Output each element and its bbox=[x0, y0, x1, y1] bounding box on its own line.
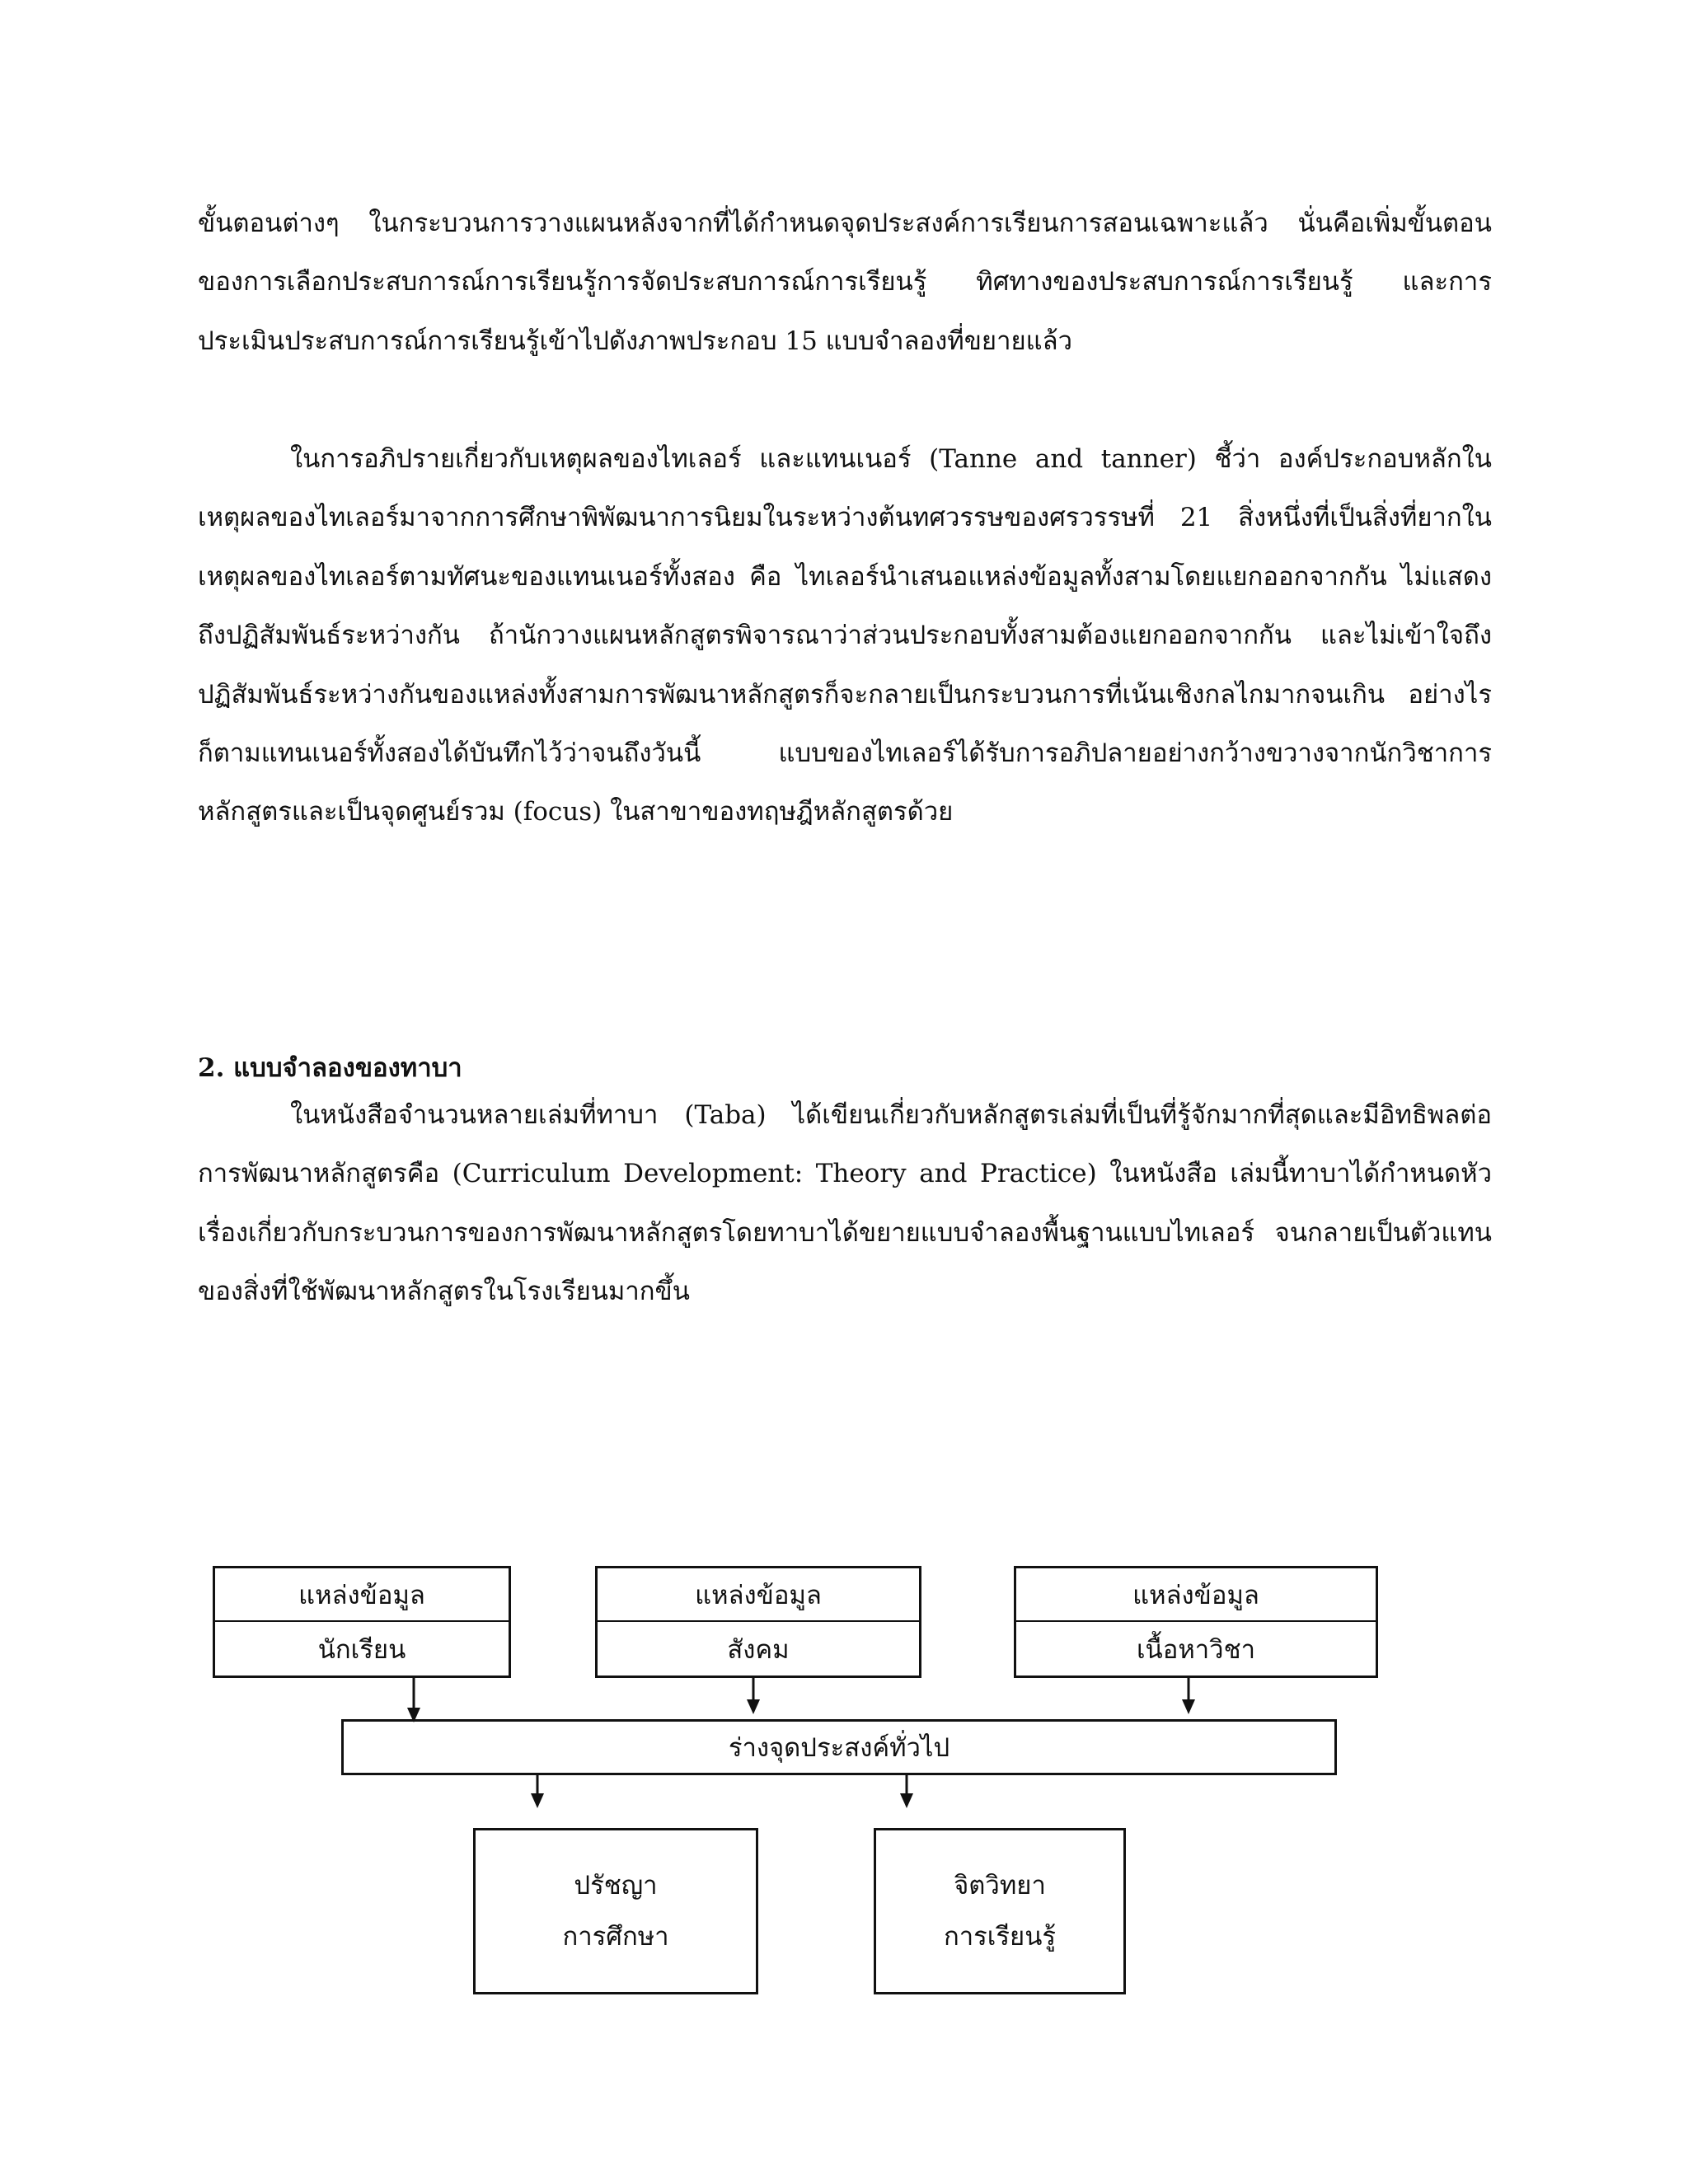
source-name-subject-matter: เนื้อหาวิชา bbox=[1136, 1634, 1256, 1665]
source-box-society bbox=[595, 1566, 921, 1678]
source-label: แหล่งข้อมูล bbox=[1016, 1568, 1376, 1622]
paragraph-taba-books: ในหนังสือจำนวนหลายเล่มที่ทาบา (Taba) ได้เขียนเกี่ยวกับหลักสูตรเล่มที่เป็นที่รู้จักมากที่สุดและมีอิทธิพลต่อการพัฒนาหลักสูตรคือ (Curriculum Development: Theory and Practice) ในหนังสือ เล่มนี้ทาบาได้กำหนดหัวเรื่องเกี่ยวกับกระบวนการของการพัฒนาหลักสูตรโดยทาบาได้ขยายแบบจำลองพื้นฐานแบบไทเลอร์ จนกลายเป็นตัวแทนของสิ่งที่ใช้พัฒนาหลักสูตรในโรงเรียนมากขึ้น bbox=[198, 1100, 1492, 1307]
philosophy-line1: ปรัชญา bbox=[574, 1871, 658, 1900]
psychology-box bbox=[874, 1828, 1126, 1994]
source-box-students bbox=[213, 1566, 511, 1678]
philosophy-box bbox=[473, 1828, 758, 1994]
source-box-subject-matter bbox=[1014, 1566, 1378, 1678]
paragraph-tyler-discussion: ในการอภิปรายเกี่ยวกับเหตุผลของไทเลอร์ และแทนเนอร์ (Tanne and tanner) ชี้ว่า องค์ประกอบหลักในเหตุผลของไทเลอร์มาจากการศึกษาพิพัฒนาการนิยมในระหว่างต้นทศวรรษของศรวรรษที่ 21 สิ่งหนึ่งที่เป็นสิ่งที่ยากในเหตุผลของไทเลอร์ตามทัศนะของแทนเนอร์ทั้งสอง คือ ไทเลอร์นำเสนอแหล่งข้อมูลทั้งสามโดยแยกออกจากกัน ไม่แสดงถึงปฏิสัมพันธ์ระหว่างกัน ถ้านักวางแผนหลักสูตรพิจารณาว่าส่วนประกอบทั้งสามต้องแยกออกจากกัน และไม่เข้าใจถึงปฏิสัมพันธ์ระหว่างกันของแหล่งทั้งสามการพัฒนาหลักสูตรก็จะกลายเป็นกระบวนการที่เน้นเชิงกลไกมากจนเกิน อย่างไรก็ตามแทนเนอร์ทั้งสองได้บันทึกไว้ว่าจนถึงวันนี้ แบบของไทเลอร์ได้รับการอภิปลายอย่างกว้างขวางจากนักวิชาการหลักสูตรและเป็นจุดศูนย์รวม (focus) ในสาขาของทฤษฎีหลักสูตรด้วย bbox=[198, 444, 1492, 827]
general-objectives-box bbox=[341, 1719, 1337, 1775]
philosophy-line2: การศึกษา bbox=[562, 1922, 669, 1952]
psychology-line1: จิตวิทยา bbox=[954, 1871, 1046, 1900]
source-name-students: นักเรียน bbox=[317, 1634, 406, 1665]
general-objectives-label: ร่างจุดประสงค์ทั่วไป bbox=[728, 1733, 950, 1763]
section-heading-taba-model: 2. แบบจำลองของทาบา bbox=[198, 1053, 462, 1083]
paragraph-steps: ขั้นตอนต่างๆ ในกระบวนการวางแผนหลังจากที่ได้กำหนดจุดประสงค์การเรียนการสอนเฉพาะแล้ว นั่นคือเพิ่มขั้นตอนของการเลือกประสบการณ์การเรียนรู้การจัดประสบการณ์การเรียนรู้ ทิศทางของประสบการณ์การเรียนรู้ และการประเมินประสบการณ์การเรียนรู้เข้าไปดังภาพประกอบ 15 แบบจำลองที่ขยายแล้ว bbox=[198, 209, 1492, 356]
psychology-line2: การเรียนรู้ bbox=[943, 1922, 1057, 1952]
source-name-society: สังคม bbox=[727, 1634, 790, 1665]
source-label: แหล่งข้อมูล bbox=[598, 1568, 919, 1622]
source-label: แหล่งข้อมูล bbox=[215, 1568, 509, 1622]
